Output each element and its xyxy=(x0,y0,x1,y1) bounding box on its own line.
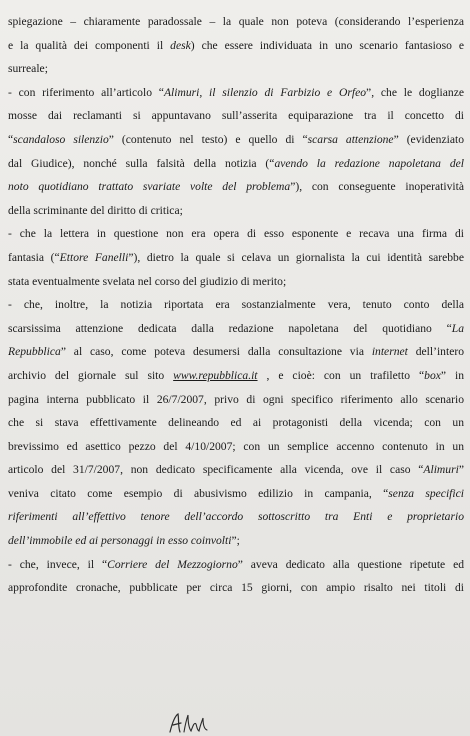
text-run: ” in xyxy=(440,368,464,382)
text-run: - con riferimento all’articolo “ xyxy=(8,85,164,99)
text-run: surreale; xyxy=(8,62,48,76)
italic-text: box xyxy=(424,368,441,382)
text-run: della scriminante del diritto di critica; xyxy=(8,203,183,217)
text-line xyxy=(8,505,464,529)
text-line xyxy=(8,576,464,600)
italic-text: internet xyxy=(371,345,408,359)
text-run: ” (contenuto nel testo) e quello di “ xyxy=(108,132,308,146)
text-line xyxy=(8,411,464,435)
text-line xyxy=(8,34,464,58)
text-run: approfondite cronache, pubblicate per circa 15 giorni, con ampio risalto nei titoli di xyxy=(8,581,464,595)
italic-text: La xyxy=(451,321,464,335)
italic-text: senza specifici xyxy=(388,486,464,500)
text-run: che si stava effettivamente delineando ed ai protagonisti della vicenda; con un xyxy=(8,416,464,430)
text-run: e la qualità dei componenti il xyxy=(8,38,171,52)
text-run: articolo del 31/7/2007, non dedicato specificamente alla vicenda, ove il caso “ xyxy=(8,463,424,477)
text-line xyxy=(8,529,464,553)
text-run: ”, che le doglianze xyxy=(366,85,464,99)
text-run: “ xyxy=(8,132,14,146)
italic-text: Repubblica xyxy=(8,345,61,359)
italic-text: Alimuri xyxy=(423,463,459,477)
text-line xyxy=(8,152,464,176)
text-line xyxy=(8,128,464,152)
text-run: mosse dai reclamanti si appuntavano sull’asserita equiparazione tra il concetto di xyxy=(8,109,464,123)
text-run: fantasia (“ xyxy=(8,250,60,264)
text-run: veniva citato come esempio di abusivismo edilizio in campania, “ xyxy=(8,486,389,500)
text-run: ”; xyxy=(231,534,240,548)
text-run: ”), dietro la quale si celava un giornalista la cui identità sarebbe xyxy=(128,250,464,264)
text-run: - che, inoltre, la notizia riportata era sostanzialmente vera, tenuto conto della xyxy=(8,298,464,312)
text-line xyxy=(8,482,464,506)
text-run: , e cioè: con un trafiletto “ xyxy=(257,368,425,382)
text-run: ” al caso, come poteva desumersi dalla consultazione via xyxy=(60,345,372,359)
text-line xyxy=(8,246,464,270)
text-run: dal Giudice), nonché sulla falsità della notizia (“ xyxy=(8,156,275,170)
text-run: ” xyxy=(458,463,464,477)
text-line xyxy=(8,340,464,364)
text-run: ” aveva dedicato alla questione ripetute ed xyxy=(237,557,464,571)
italic-text: riferimenti all’effettivo tenore dell’accordo sottoscritto tra Enti e proprietario xyxy=(8,510,464,524)
text-line xyxy=(8,222,464,246)
italic-text: scandaloso silenzio xyxy=(13,132,109,146)
text-line xyxy=(8,81,464,105)
text-run: - che, invece, il “ xyxy=(8,557,108,571)
text-run: ) che essere individuata in uno scenario fantasioso e xyxy=(190,38,464,52)
italic-text: desk xyxy=(170,38,191,52)
text-run: scarsissima attenzione dedicata dalla redazione napoletana del quotidiano “ xyxy=(8,321,452,335)
text-run: ”), con conseguente inoperatività xyxy=(290,180,464,194)
text-run: pagina interna pubblicato il 26/7/2007, privo di ogni specifico riferimento allo scenario xyxy=(8,392,464,406)
handwritten-signature xyxy=(166,712,212,734)
text-line xyxy=(8,104,464,128)
text-line xyxy=(8,57,464,81)
italic-text: Corriere del Mezzogiorno xyxy=(107,557,238,571)
text-line xyxy=(8,388,464,412)
italic-text: Ettore Fanelli xyxy=(59,250,129,264)
italic-text: noto quotidiano trattato svariate volte del problema xyxy=(8,180,291,194)
text-line xyxy=(8,553,464,577)
text-run: archivio del giornale sul sito xyxy=(8,368,174,382)
text-line xyxy=(8,317,464,341)
text-line xyxy=(8,435,464,459)
text-line xyxy=(8,175,464,199)
text-line xyxy=(8,270,464,294)
document-body xyxy=(8,10,464,600)
italic-text: avendo la redazione napoletana del xyxy=(274,156,464,170)
text-run: ” (evidenziato xyxy=(393,132,464,146)
text-line xyxy=(8,10,464,34)
italic-text: Alimuri, il silenzio di Farbizio e Orfeo xyxy=(163,85,367,99)
text-run: stata eventualmente svelata nel corso del giudizio di merito; xyxy=(8,274,287,288)
text-line xyxy=(8,364,464,388)
text-run: - che la lettera in questione non era opera di esso esponente e recava una firma di xyxy=(8,227,464,241)
text-line xyxy=(8,458,464,482)
text-run: dell’intero xyxy=(407,345,464,359)
italic-text: dell’immobile ed ai personaggi in esso coinvolti xyxy=(8,534,232,548)
text-run: brevissimo ed asettico pezzo del 4/10/2007; con un semplice accenno contenuto in un xyxy=(8,439,464,453)
italic-text: scarsa attenzione xyxy=(307,132,394,146)
link-text[interactable]: www.repubblica.it xyxy=(173,368,258,382)
text-line xyxy=(8,293,464,317)
text-run: spiegazione – chiaramente paradossale – la quale non poteva (considerando l’esperienza xyxy=(8,15,464,28)
text-line xyxy=(8,199,464,223)
